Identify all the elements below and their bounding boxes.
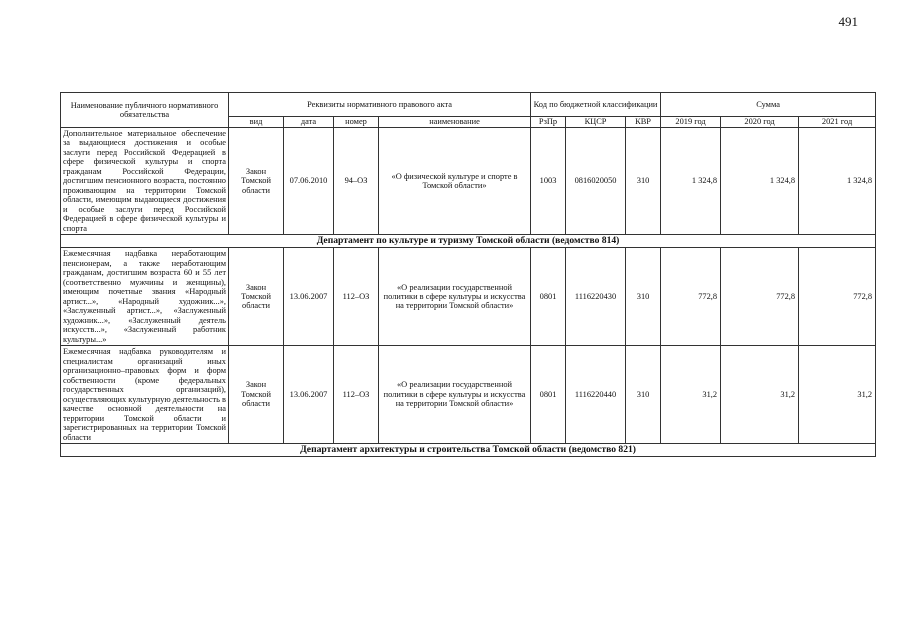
row-kcsr: 0816020050	[566, 128, 626, 235]
row-kcsr: 1116220430	[566, 248, 626, 346]
row-description: Ежемесячная надбавка неработающим пенсионерам, а также неработающим гражданам, достигшим возраста 60 и 55 лет (соответственно мужчины и женщины), имеющим почетные звания «Народный артист...», «Народный художник...», «Заслуженный артист...», «Заслуженный художник...», «Заслуженный деятель искусств...», «Заслуженный работник культуры...»	[61, 248, 229, 346]
row-2020: 31,2	[721, 346, 799, 444]
header-2021: 2021 год	[799, 117, 876, 128]
table-row	[61, 248, 876, 346]
row-kvr: 310	[626, 346, 661, 444]
row-number: 112–ОЗ	[334, 346, 379, 444]
row-description: Ежемесячная надбавка руководителям и специалистам организаций иных организационно–правовых форм и форм собственности (кроме федеральных государственных организаций), осуществляющих культурную деятельность в качестве основной деятельности на территории Томской области и зарегистрированных на территории Томской области	[61, 346, 229, 444]
row-rzpr: 0801	[531, 248, 566, 346]
row-number: 94–ОЗ	[334, 128, 379, 235]
row-name: «О реализации государственной политики в сфере культуры и искусства на территории Томской области»	[379, 248, 531, 346]
row-date: 07.06.2010	[284, 128, 334, 235]
row-type: Закон Томской области	[229, 128, 284, 235]
row-rzpr: 0801	[531, 346, 566, 444]
row-2020: 1 324,8	[721, 128, 799, 235]
table-row	[61, 346, 876, 444]
header-date: дата	[284, 117, 334, 128]
department-row	[61, 235, 876, 248]
row-type: Закон Томской области	[229, 346, 284, 444]
header-obligation: Наименование публичного нормативного обязательства	[61, 93, 229, 128]
row-2020: 772,8	[721, 248, 799, 346]
row-name: «О физической культуре и спорте в Томской области»	[379, 128, 531, 235]
row-name: «О реализации государственной политики в сфере культуры и искусства на территории Томской области»	[379, 346, 531, 444]
header-sum: Сумма	[661, 93, 876, 117]
header-type: вид	[229, 117, 284, 128]
row-2021: 1 324,8	[799, 128, 876, 235]
department-row	[61, 444, 876, 457]
header-budget-code: Код по бюджетной классификации	[531, 93, 661, 117]
page-number: 491	[838, 14, 858, 29]
row-kvr: 310	[626, 128, 661, 235]
department-title: Департамент по культуре и туризму Томской области (ведомство 814)	[61, 235, 876, 248]
header-row	[61, 93, 876, 117]
department-title: Департамент архитектуры и строительства Томской области (ведомство 821)	[61, 444, 876, 457]
row-date: 13.06.2007	[284, 346, 334, 444]
row-2019: 31,2	[661, 346, 721, 444]
budget-table	[60, 92, 876, 457]
header-2019: 2019 год	[661, 117, 721, 128]
row-2019: 1 324,8	[661, 128, 721, 235]
row-2019: 772,8	[661, 248, 721, 346]
header-2020: 2020 год	[721, 117, 799, 128]
header-rzpr: РзПр	[531, 117, 566, 128]
header-requisites: Реквизиты нормативного правового акта	[229, 93, 531, 117]
table-row	[61, 128, 876, 235]
row-rzpr: 1003	[531, 128, 566, 235]
row-2021: 772,8	[799, 248, 876, 346]
row-type: Закон Томской области	[229, 248, 284, 346]
header-kcsr: КЦСР	[566, 117, 626, 128]
row-description: Дополнительное материальное обеспечение за выдающиеся достижения и особые заслуги перед Российской Федерацией в сфере физической культуры и спорта гражданам Российской Федерации, достигшим пенсионного возраста, постоянно проживающим на территории Томской области, имеющим выдающиеся достижения и особые заслуги перед Российской Федерацией в сфере физической культуры и спорта	[61, 128, 229, 235]
row-kcsr: 1116220440	[566, 346, 626, 444]
row-date: 13.06.2007	[284, 248, 334, 346]
row-number: 112–ОЗ	[334, 248, 379, 346]
header-number: номер	[334, 117, 379, 128]
header-name: наименование	[379, 117, 531, 128]
row-2021: 31,2	[799, 346, 876, 444]
header-kvr: КВР	[626, 117, 661, 128]
row-kvr: 310	[626, 248, 661, 346]
